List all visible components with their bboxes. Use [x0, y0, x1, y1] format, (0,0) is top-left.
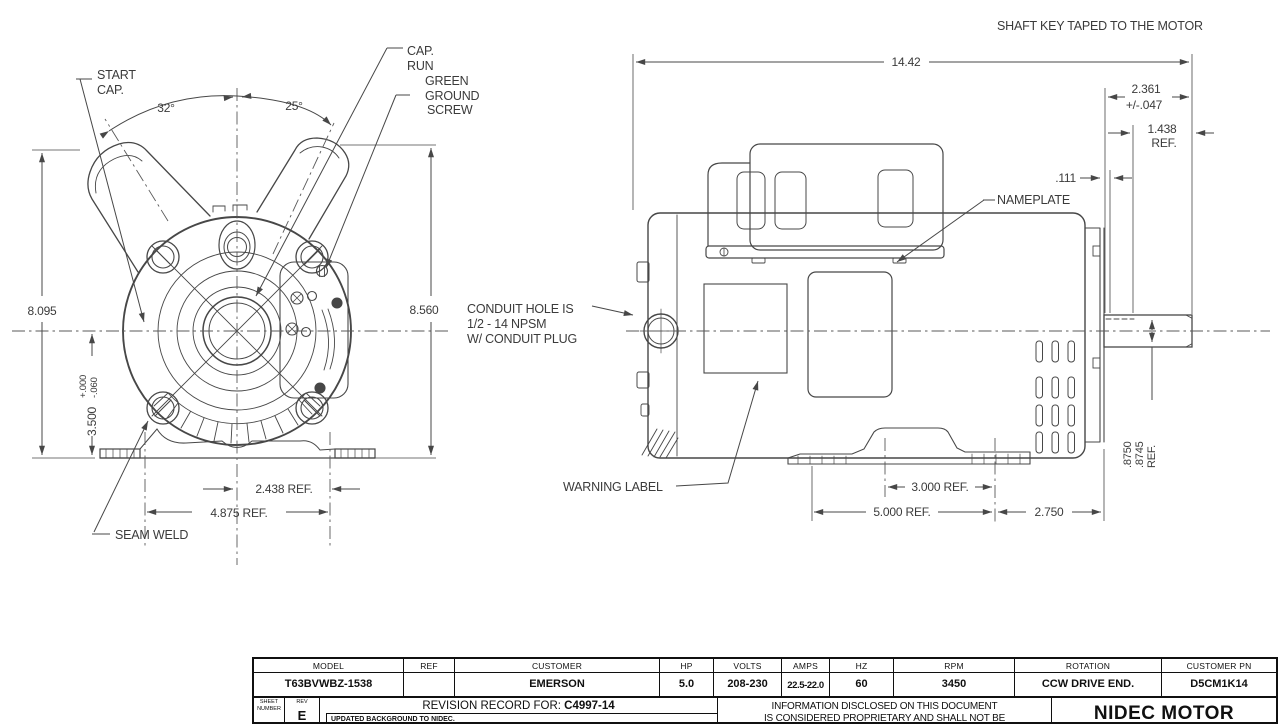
- label-conduit-3: W/ CONDUIT PLUG: [467, 332, 577, 346]
- dim-shaft-dia-max: .8750: [1122, 441, 1134, 468]
- proprietary-line-1: INFORMATION DISCLOSED ON THIS DOCUMENT: [771, 701, 998, 712]
- value-customer-pn: D5CM1K14: [1190, 678, 1248, 690]
- revision-record-title: [320, 698, 717, 712]
- dim-shaft-center-tol-minus: -.060: [89, 377, 100, 398]
- dim-shaft-dia-min: .8745: [1134, 441, 1146, 468]
- dim-shaft-ext-tol: +/-.047: [1125, 98, 1163, 112]
- dim-foot-hole-half: 2.438 REF.: [255, 482, 313, 496]
- header-customer-pn: CUSTOMER PN: [1162, 659, 1276, 673]
- side-view-geometry: [637, 144, 1192, 464]
- value-customer: EMERSON: [455, 673, 660, 696]
- header-hp: HP: [660, 659, 714, 673]
- value-rpm: 3450: [894, 673, 1015, 696]
- header-rotation: ROTATION: [1015, 659, 1162, 673]
- label-ground-2: GROUND: [425, 89, 480, 103]
- header-model: MODEL: [254, 659, 404, 673]
- revision-record-label: REVISION RECORD FOR:: [422, 700, 561, 712]
- dim-key-len-ref: REF.: [1151, 136, 1177, 150]
- dim-foot-hole-span: 4.875 REF.: [210, 506, 268, 520]
- dim-face-height: 8.560: [409, 303, 439, 317]
- label-start-cap-2: CAP.: [97, 83, 124, 97]
- label-ground-3: SCREW: [427, 103, 473, 117]
- rev-value: E: [297, 708, 307, 723]
- warning-label-rect: [704, 284, 787, 373]
- front-view-geometry: [88, 138, 375, 458]
- label-conduit-2: 1/2 - 14 NPSM: [467, 317, 547, 331]
- terminal-cover-plate: [280, 262, 348, 398]
- capacitor-screw: [332, 298, 342, 308]
- dim-foot-span-inner: 3.000 REF.: [911, 480, 969, 494]
- dim-shaft-dia-ref: REF.: [1146, 444, 1158, 468]
- run-capacitor-hump: [257, 138, 349, 239]
- proprietary-line-2: IS CONSIDERED PROPRIETARY AND SHALL NOT BE: [763, 712, 1006, 724]
- dim-key-len: 1.438: [1147, 122, 1177, 136]
- revision-record-cell: [320, 696, 718, 724]
- value-volts: 208-230: [714, 673, 782, 696]
- start-capacitor-hump: [88, 143, 210, 272]
- title-block: [252, 657, 1278, 724]
- value-ref: [404, 673, 455, 696]
- header-hz: HZ: [830, 659, 894, 673]
- sheet-number-label-2: NUMBER: [257, 706, 281, 712]
- label-warning: WARNING LABEL: [563, 480, 663, 494]
- label-nameplate: NAMEPLATE: [997, 193, 1070, 207]
- company-cell: NIDEC MOTOR: [1052, 696, 1276, 724]
- rear-bracket: [1085, 228, 1104, 442]
- nameplate-rect: [808, 272, 892, 397]
- value-hz: 60: [830, 673, 894, 696]
- label-ground-1: GREEN: [425, 74, 469, 88]
- proprietary-cell: [718, 696, 1052, 724]
- value-rotation: CCW DRIVE END.: [1015, 673, 1162, 696]
- dim-foot-to-face: 2.750: [1034, 505, 1064, 519]
- header-customer: CUSTOMER: [455, 659, 660, 673]
- extension-lines: [32, 54, 1192, 521]
- dim-shaft-center-height: 3.500: [85, 406, 99, 436]
- value-hp: 5.0: [660, 673, 714, 696]
- header-rpm: RPM: [894, 659, 1015, 673]
- sheet-number-label-1: SHEET: [259, 699, 279, 705]
- header-ref: REF: [404, 659, 455, 673]
- label-cap-run-2: RUN: [407, 59, 434, 73]
- header-amps: AMPS: [782, 659, 830, 673]
- header-volts: VOLTS: [714, 659, 782, 673]
- rev-label: REV: [296, 699, 308, 705]
- value-amps: 22.5-22.0: [782, 673, 830, 696]
- rev-cell: [285, 696, 320, 724]
- label-cap-run-1: CAP.: [407, 44, 434, 58]
- label-start-cap-1: START: [97, 68, 136, 82]
- dim-shaft-ext: 2.361: [1131, 82, 1161, 96]
- dim-face-offset: .111: [1055, 171, 1076, 185]
- revision-note: UPDATED BACKGROUND TO NIDEC.: [326, 713, 717, 724]
- label-seam-weld: SEAM WELD: [115, 528, 189, 542]
- label-conduit-1: CONDUIT HOLE IS: [467, 302, 574, 316]
- dim-foot-span: 5.000 REF.: [873, 505, 931, 519]
- front-base: [100, 429, 375, 458]
- dim-shaft-center-tol-plus: +.000: [78, 374, 89, 398]
- capacitor-cover: [706, 144, 944, 263]
- sheet-number-cell: [254, 696, 285, 724]
- revision-record-number: C4997-14: [564, 700, 615, 712]
- dim-overall-height: 8.095: [27, 304, 57, 318]
- note-shaft-key: SHAFT KEY TAPED TO THE MOTOR: [997, 19, 1203, 33]
- dim-overall-length: 14.42: [891, 55, 921, 69]
- value-model: T63BVWBZ-1538: [254, 673, 404, 696]
- dim-angle-right: 25°: [285, 99, 303, 113]
- body-vent-slots: [1036, 341, 1075, 453]
- dim-angle-left: 32°: [157, 101, 175, 115]
